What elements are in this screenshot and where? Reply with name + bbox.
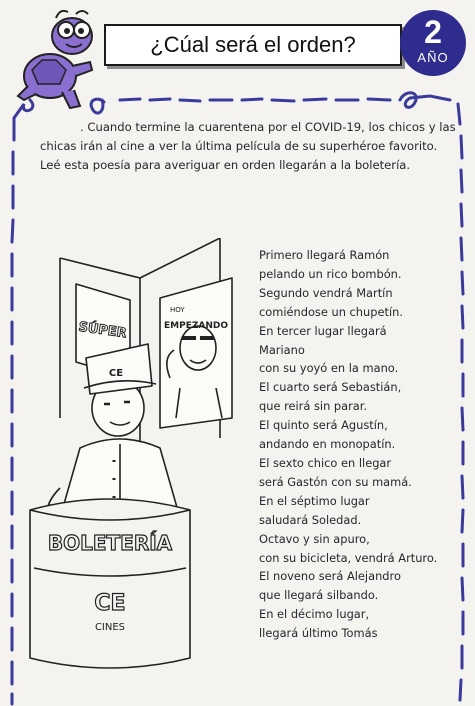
poem-line: pelando un rico bombón. [259, 266, 402, 281]
grade-badge-label: AÑO [417, 50, 449, 65]
intro-instruction: Leé esta poesía para averiguar en orden llegarán a la boletería. [40, 158, 411, 172]
poem-line: será Gastón con su mamá. [259, 474, 412, 489]
cinema-ticket-booth-illustration [20, 238, 260, 678]
turtle-mascot-illustration [10, 6, 110, 118]
poem-line: andando en monopatín. [259, 437, 396, 452]
booth-sign-text: BOLETERÍA [47, 531, 173, 555]
poem-line: Mariano [259, 342, 305, 357]
poster-tag-text: HOY [170, 306, 185, 314]
poem-line: con su bicicleta, vendrá Arturo. [259, 550, 438, 565]
booth-logo-text: CE [94, 591, 126, 616]
poem-line: El cuarto será Sebastián, [259, 380, 402, 395]
poem-line: El quinto será Agustín, [259, 418, 388, 433]
intro-text [40, 118, 460, 175]
poem-line: En el séptimo lugar [259, 493, 370, 508]
poem-line: En el décimo lugar, [259, 607, 370, 622]
cap-logo-text: CE [108, 368, 124, 379]
grade-badge [400, 10, 466, 76]
title-box [104, 24, 402, 66]
poem-line: que reirá sin parar. [259, 399, 368, 414]
page-title: ¿Cúal será el orden? [150, 32, 356, 57]
poem-line: que llegará silbando. [259, 588, 379, 603]
poem-line: Segundo vendrá Martín [259, 285, 393, 300]
poem-line: Octavo y sin apuro, [259, 531, 370, 546]
poem-line: llegará último Tomás [259, 626, 378, 641]
poem-line: comiéndose un chupetín. [259, 304, 403, 319]
poster-left-text: SÚPER [77, 319, 128, 342]
poem-line: Primero llegará Ramón [259, 248, 390, 262]
grade-badge-number: 2 [424, 14, 442, 50]
poem-line: saludará Soledad. [259, 512, 362, 527]
poem-line: El noveno será Alejandro [259, 569, 401, 584]
poem-line: El sexto chico en llegar [259, 455, 392, 470]
poem-line: En tercer lugar llegará [259, 323, 387, 338]
poem [259, 246, 469, 643]
poem-line: con su yoyó en la mano. [259, 361, 399, 376]
intro-paragraph: . Cuando termine la cuarentena por el COVID-19, los chicos y las chicas irán al cine a ver la última película de su superhéroe favorito. [40, 120, 456, 153]
poster-title-text: EMPEZANDO [164, 321, 228, 331]
booth-brand-text: CINES [94, 622, 126, 633]
